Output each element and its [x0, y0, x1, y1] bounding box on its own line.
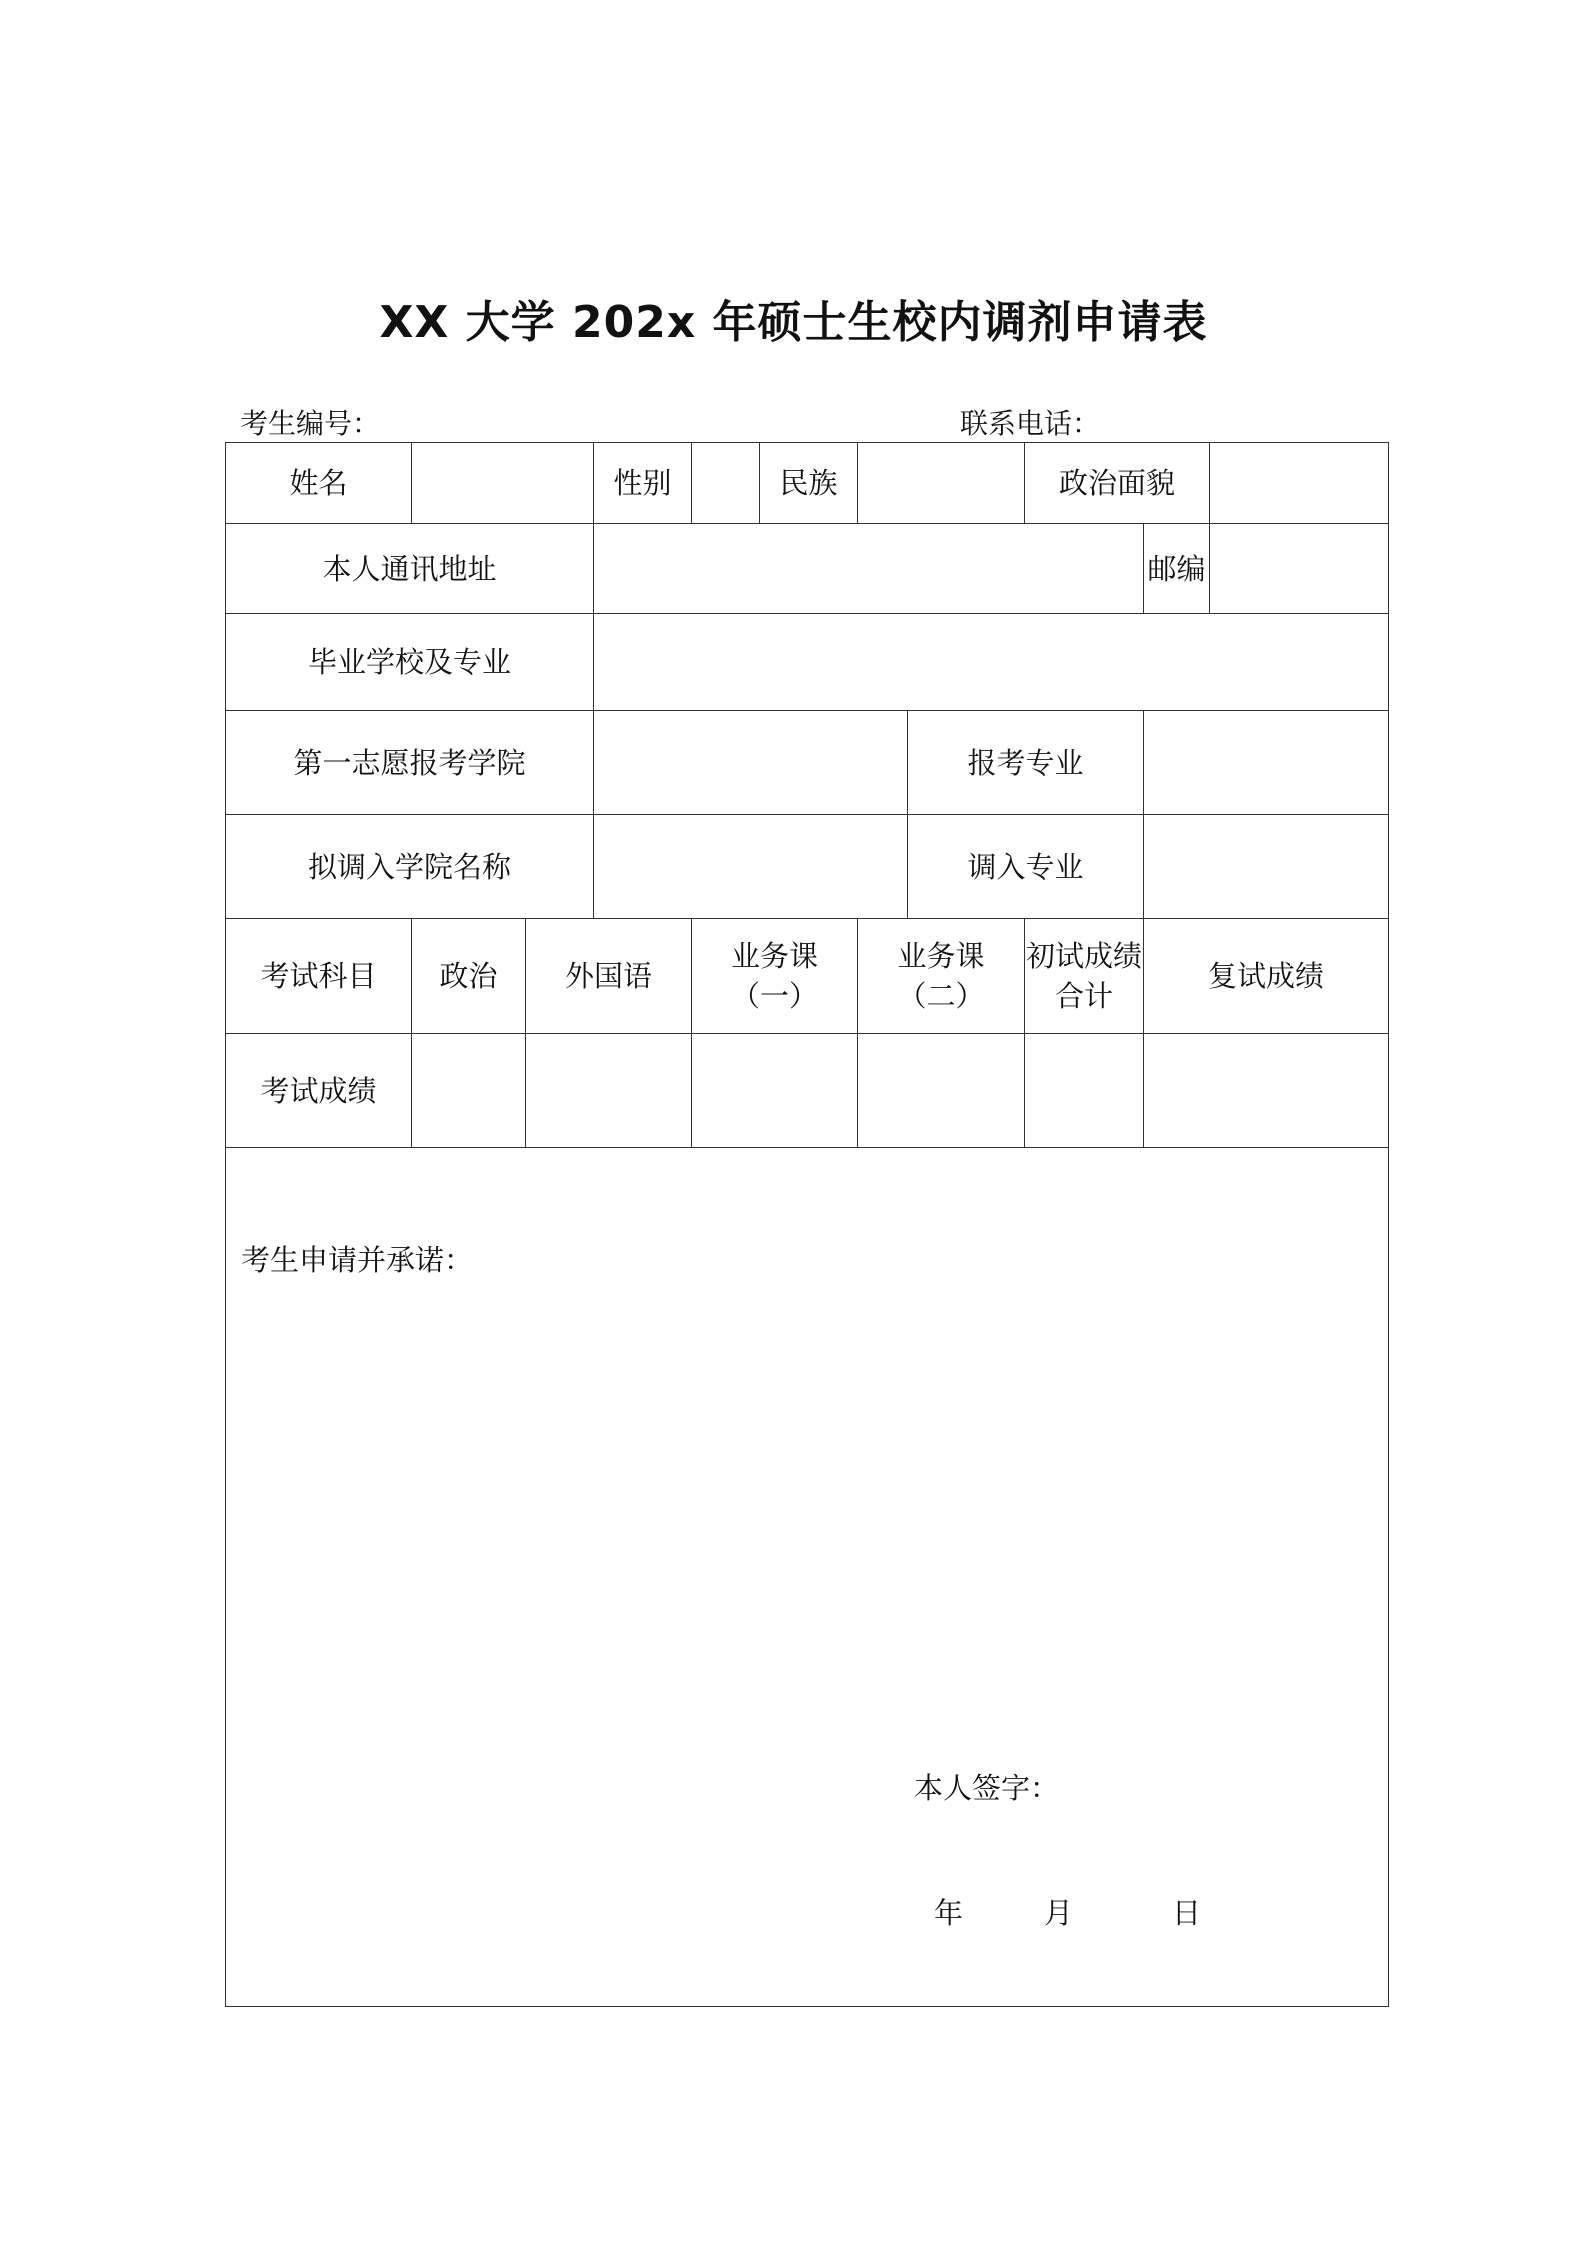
table-row-first-choice [226, 711, 1389, 815]
name-field[interactable] [412, 443, 594, 524]
politics-score-field[interactable] [412, 1034, 526, 1148]
application-form-table [225, 442, 1389, 2007]
table-row-basic-info [226, 443, 1389, 524]
signature-label: 本人签字： [914, 1771, 1060, 1805]
preliminary-total-field[interactable] [1025, 1034, 1144, 1148]
target-major-label: 调入专业 [908, 815, 1144, 919]
course-one-header [692, 919, 858, 1034]
course-one-score-field[interactable] [692, 1034, 858, 1148]
candidate-number-label: 考生编号： [240, 407, 381, 440]
retest-score-field[interactable] [1144, 1034, 1389, 1148]
political-status-label: 政治面貌 [1025, 443, 1210, 524]
course-two-score-field[interactable] [858, 1034, 1025, 1148]
course-one-number: （一） [730, 979, 818, 1013]
retest-score-header: 复试成绩 [1144, 919, 1389, 1034]
course-two-title: 业务课 [897, 939, 985, 973]
date-month-label: 月 [1044, 1896, 1074, 1930]
course-two-header [858, 919, 1025, 1034]
gender-label: 性别 [594, 443, 692, 524]
graduate-school-field[interactable] [594, 614, 1389, 711]
date-day-label: 日 [1172, 1896, 1202, 1930]
phone-label: 联系电话： [960, 407, 1101, 440]
course-one-title: 业务课 [730, 939, 818, 973]
table-row-target-college [226, 815, 1389, 919]
pledge-label: 考生申请并承诺： [241, 1243, 474, 1277]
table-row-scores [226, 1034, 1389, 1148]
table-row-address [226, 524, 1389, 614]
postcode-label: 邮编 [1144, 524, 1210, 614]
foreign-language-header: 外国语 [526, 919, 692, 1034]
pledge-area[interactable] [226, 1148, 1389, 2007]
course-two-number: （二） [897, 979, 985, 1013]
target-major-field[interactable] [1144, 815, 1389, 919]
preliminary-total-header [1025, 919, 1144, 1034]
table-row-subjects [226, 919, 1389, 1034]
exam-subject-label: 考试科目 [226, 919, 412, 1034]
table-row-pledge [226, 1148, 1389, 2007]
preliminary-total-line1: 初试成绩 [1025, 939, 1142, 973]
gender-field[interactable] [692, 443, 760, 524]
target-college-field[interactable] [594, 815, 908, 919]
date-year-label: 年 [934, 1896, 964, 1930]
applied-major-field[interactable] [1144, 711, 1389, 815]
name-label: 姓名 [226, 443, 412, 524]
first-choice-college-field[interactable] [594, 711, 908, 815]
foreign-language-score-field[interactable] [526, 1034, 692, 1148]
address-label: 本人通讯地址 [226, 524, 594, 614]
applied-major-label: 报考专业 [908, 711, 1144, 815]
target-college-label: 拟调入学院名称 [226, 815, 594, 919]
political-status-field[interactable] [1210, 443, 1389, 524]
ethnicity-label: 民族 [760, 443, 858, 524]
graduate-school-label: 毕业学校及专业 [226, 614, 594, 711]
postcode-field[interactable] [1210, 524, 1389, 614]
first-choice-college-label: 第一志愿报考学院 [226, 711, 594, 815]
address-field[interactable] [594, 524, 1144, 614]
page-title: XX 大学 202x 年硕士生校内调剂申请表 [379, 297, 1208, 348]
preliminary-total-line2: 合计 [1054, 979, 1113, 1013]
exam-score-label: 考试成绩 [226, 1034, 412, 1148]
politics-header: 政治 [412, 919, 526, 1034]
ethnicity-field[interactable] [858, 443, 1025, 524]
table-row-graduate-school [226, 614, 1389, 711]
